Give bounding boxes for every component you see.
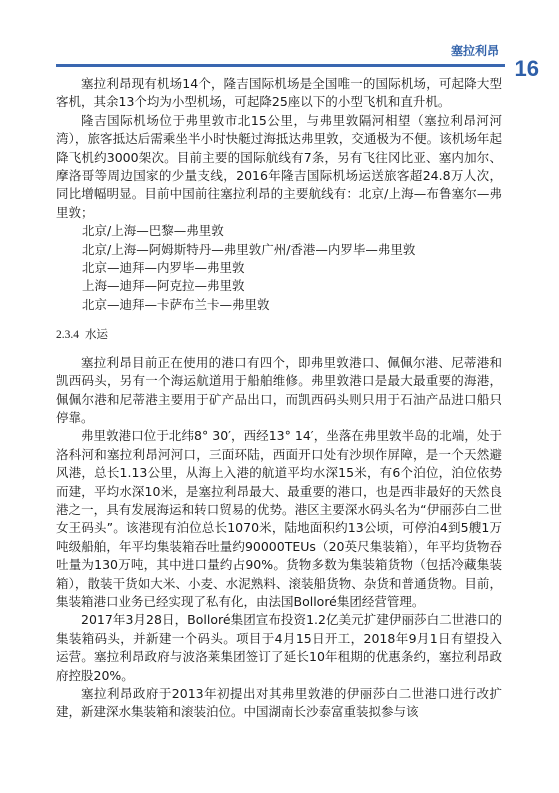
section-title: 水运 xyxy=(85,327,108,342)
flight-route-item: 北京/上海—巴黎—弗里敦 xyxy=(82,223,224,239)
water-paragraph-2: 弗里敦港口位于北纬8° 30′，西经13° 14′，坐落在弗里敦半岛的北端，处于洛科河和塞拉利昂河河口，三面环陆，西面开口处有沙坝作屏障，是一个天然避风港，总长1.13公里，从海上入港的航道平均水深15米，有6个泊位，泊位依势而建，平均水深10米，是塞拉利昂最大、最重要的港口，也是西非最好的天然良港之一，具有发展海运和转口贸易的优势。港区主要深水码头名为“伊丽莎白二世女王码头”。该港现有泊位总长1070米，陆地面积约13公顷，可停泊4到5艘1万吨级船舶，年平均集装箱吞吐量约90000TEUs（20英尺集装箱），年平均货物吞吐量为130万吨，其中进口量约占90%。货物多数为集装箱货物（包括冷藏集装箱），散装干货如大米、小麦、水泥熟料、滚装船货物、杂货和普通货物。目前，集装箱港口业务已经实现了私有化，由法国Bolloré集团经营管理。 xyxy=(56,428,502,609)
header-divider xyxy=(56,64,505,67)
running-header-title: 塞拉利昂 xyxy=(450,44,499,58)
flight-route-item: 北京—迪拜—内罗毕—弗里敦 xyxy=(82,260,245,276)
airport-paragraph-1: 塞拉利昂现有机场14个，隆吉国际机场是全国唯一的国际机场，可起降大型客机，其余13个均为小型机场，可起降25座以下的小型飞机和直升机。 xyxy=(56,76,502,110)
airport-paragraph-2: 隆吉国际机场位于弗里敦市北15公里，与弗里敦隔河相望（塞拉利昂河河湾），旅客抵达后需乘坐半小时快艇过海抵达弗里敦，交通极为不便。该机场年起降飞机约3000架次。目前主要的国际航线有7条，另有飞往冈比亚、塞内加尔、摩洛哥等周边国家的少量支线，2016年隆吉国际机场运送旅客超24.8万人次，同比增幅明显。目前中国前往塞拉利昂的主要航线有：北京/上海—布鲁塞尔—弗里敦； xyxy=(56,112,502,220)
page-number: 16 xyxy=(514,56,539,81)
water-paragraph-1: 塞拉利昂目前正在使用的港口有四个，即弗里敦港口、佩佩尔港、尼蒂港和凯西码头，另有一个海运航道用于船舶维修。弗里敦港口是最大最重要的海港，佩佩尔港和尼蒂港主要用于矿产品出口，而凯西码头则只用于石油产品进口船只停靠。 xyxy=(56,354,502,425)
flight-route-list xyxy=(56,222,502,314)
water-paragraph-3: 2017年3月28日，Bolloré集团宣布投资1.2亿美元扩建伊丽莎白二世港口的集装箱码头，并新建一个码头。项目于4月15日开工，2018年9月1日有望投入运营。塞拉利昂政府与波洛莱集团签订了延长10年租期的优惠条约，塞拉利昂政府控股20%。 xyxy=(56,612,502,683)
flight-route-item: 上海—迪拜—阿克拉—弗里敦 xyxy=(82,278,245,294)
water-paragraph-4: 塞拉利昂政府于2013年初提出对其弗里敦港的伊丽莎白二世港口进行改扩建，新建深水集装箱和滚装泊位。中国湖南长沙泰富重装拟参与该 xyxy=(56,686,502,720)
section-heading xyxy=(56,325,502,344)
flight-route-item: 北京/上海—阿姆斯特丹—弗里敦广州/香港—内罗毕—弗里敦 xyxy=(82,241,416,257)
section-number: 2.3.4 xyxy=(56,329,79,342)
page-body xyxy=(56,75,502,722)
flight-route-item: 北京—迪拜—卡萨布兰卡—弗里敦 xyxy=(82,296,270,312)
